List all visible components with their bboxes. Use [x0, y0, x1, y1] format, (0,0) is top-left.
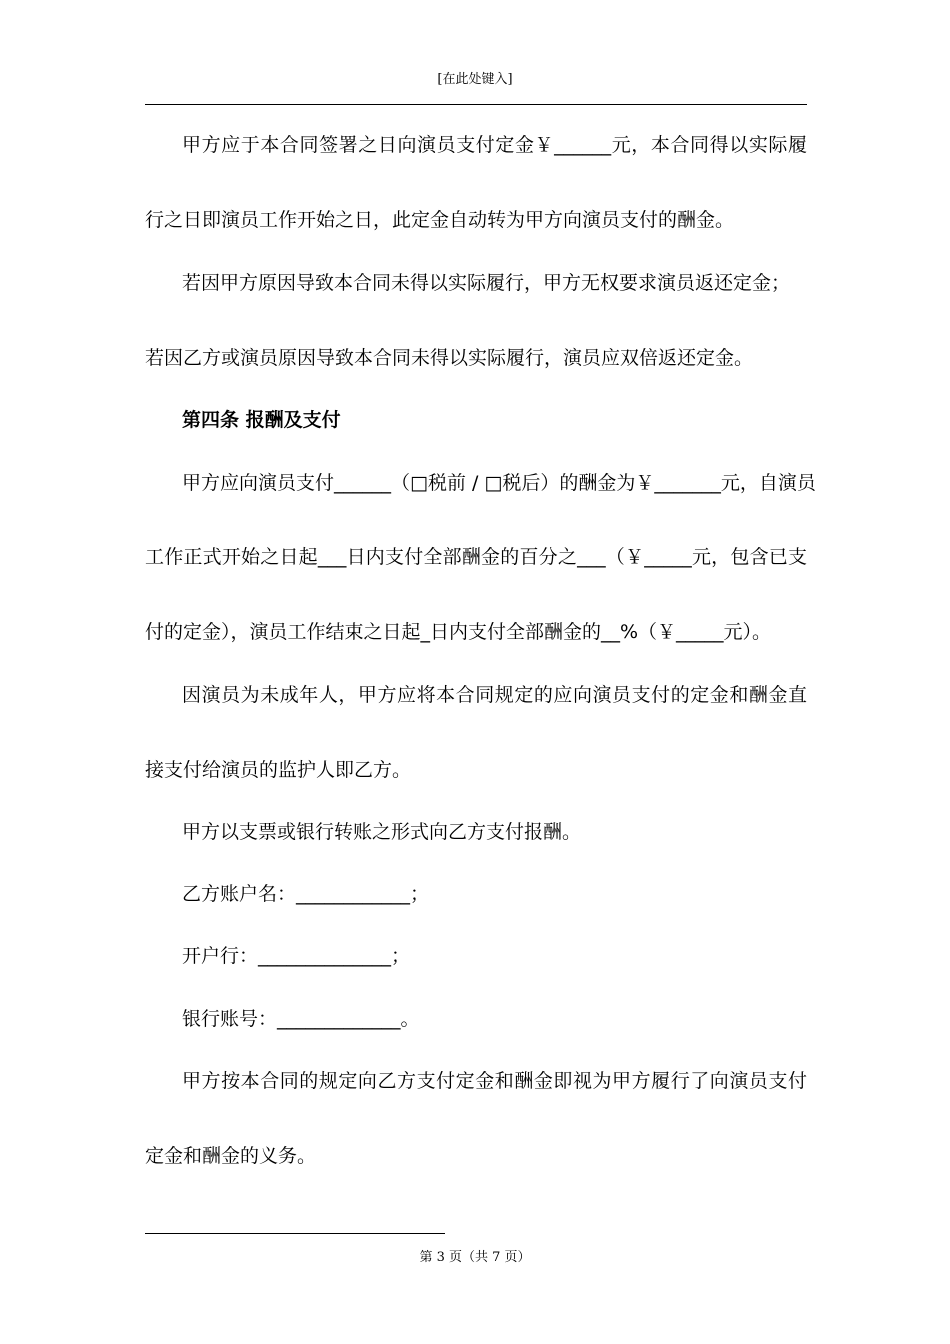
page-header: [在此处键入] [437, 72, 513, 87]
paragraph-line: 行之日即演员工作开始之日，此定金自动转为甲方向演员支付的酬金。 [145, 209, 735, 231]
section-heading: 第四条 报酬及支付 [182, 409, 341, 431]
account-name-line: 乙方账户名：____________； [182, 883, 430, 905]
paragraph-line: 甲方应向演员支付______（□税前 / □税后）的酬金为￥_______元，自演员 [182, 472, 816, 494]
header-divider [145, 104, 807, 105]
paragraph-line: 甲方以支票或银行转账之形式向乙方支付报酬。 [182, 821, 582, 843]
paragraph-line: 定金和酬金的义务。 [145, 1145, 317, 1167]
bank-branch-line: 开户行：______________； [182, 945, 411, 967]
paragraph-line: 甲方按本合同的规定向乙方支付定金和酬金即视为甲方履行了向演员支付 [182, 1070, 807, 1092]
paragraph-line: 工作正式开始之日起___日内支付全部酬金的百分之___（￥_____元，包含已支 [145, 546, 807, 568]
account-number-line: 银行账号：_____________。 [182, 1008, 420, 1030]
footer-divider [145, 1233, 445, 1234]
paragraph-line: 接支付给演员的监护人即乙方。 [145, 759, 412, 781]
paragraph-line: 若因甲方原因导致本合同未得以实际履行，甲方无权要求演员返还定金； [182, 272, 791, 294]
paragraph-line: 付的定金），演员工作结束之日起_日内支付全部酬金的__%（￥_____元）。 [145, 621, 772, 643]
paragraph-line: 甲方应于本合同签署之日向演员支付定金￥______元，本合同得以实际履 [182, 134, 807, 156]
paragraph-line: 若因乙方或演员原因导致本合同未得以实际履行，演员应双倍返还定金。 [145, 347, 754, 369]
paragraph-line: 因演员为未成年人，甲方应将本合同规定的应向演员支付的定金和酬金直 [182, 684, 807, 706]
page-number: 第 3 页（共 7 页） [419, 1250, 531, 1265]
